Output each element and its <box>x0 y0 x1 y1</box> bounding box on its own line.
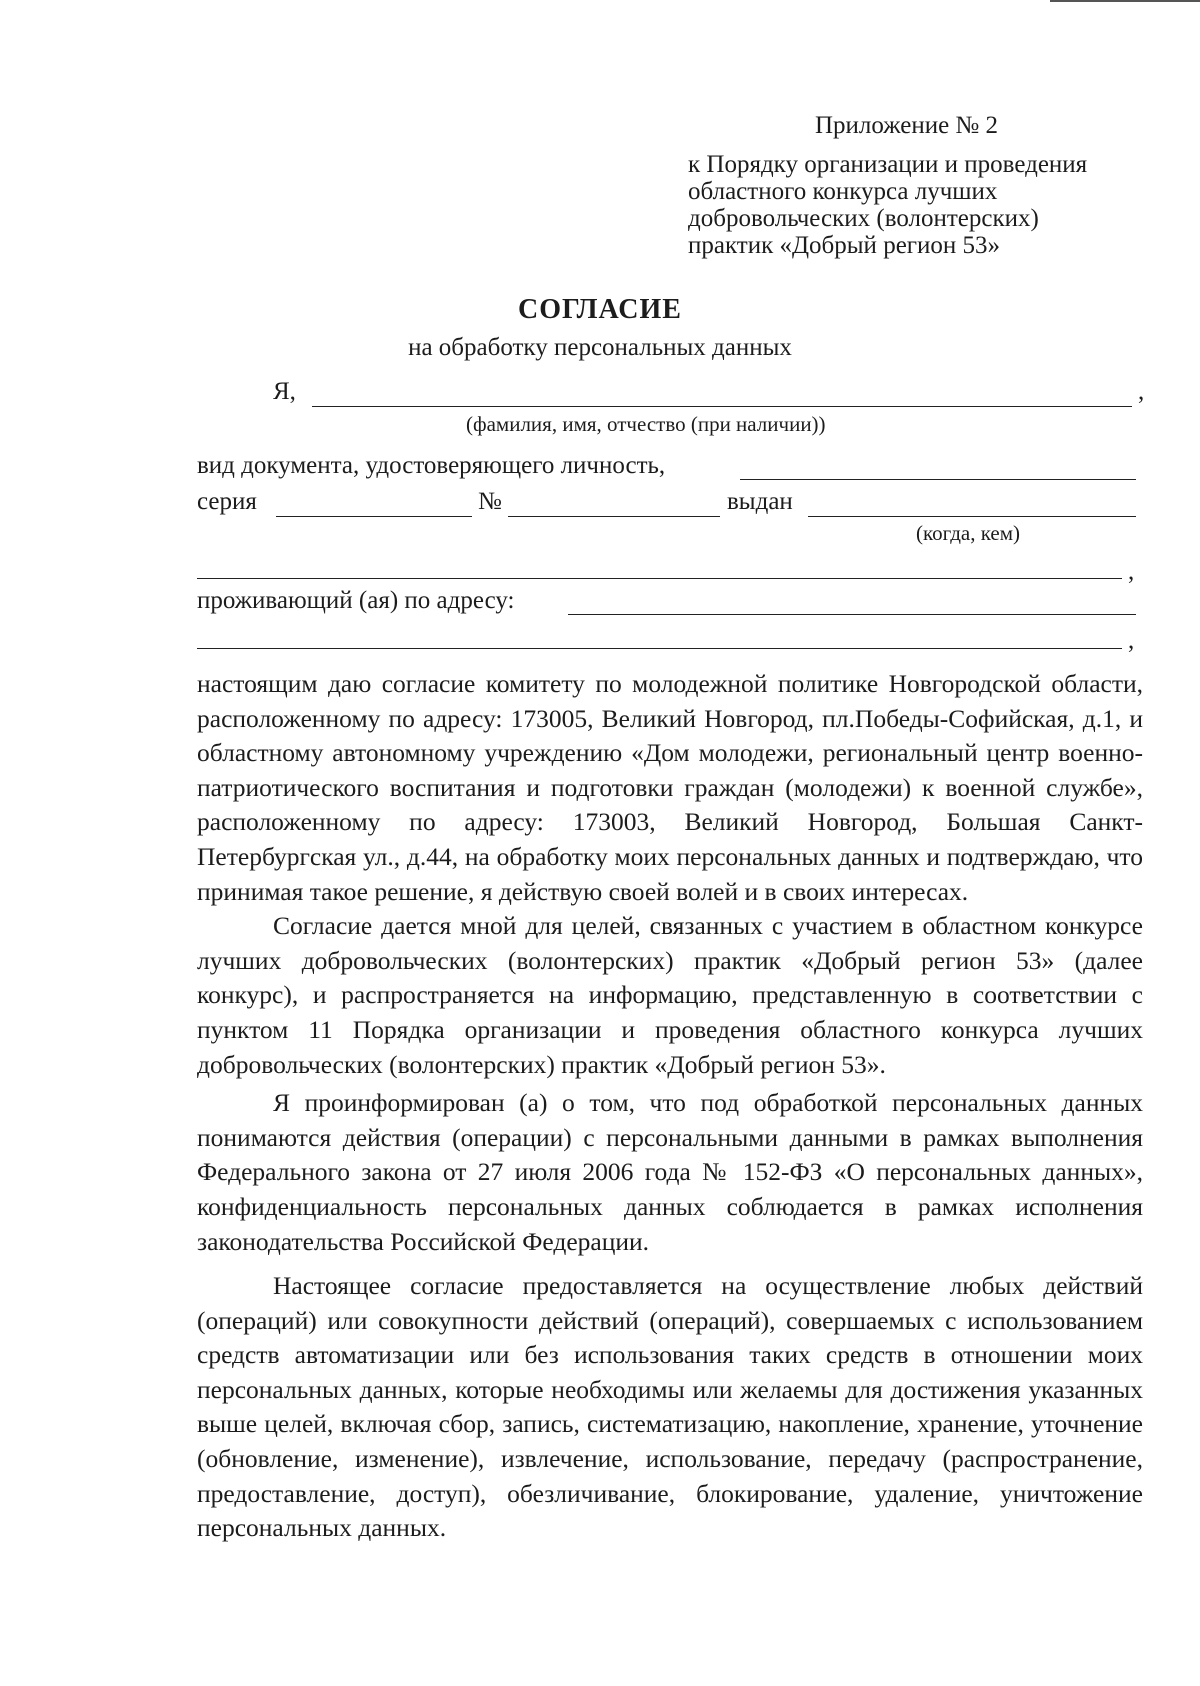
series-underline <box>276 516 472 517</box>
issued-extra-row <box>0 556 1200 588</box>
address-label: проживающий (ая) по адресу: <box>197 587 515 614</box>
series-label: серия <box>197 488 257 515</box>
consent-paragraph: Согласие дается мной для целей, связанных с участием в областном конкурсе лучших добровольческих (волонтерских) практик «Добрый регион 53» (далее конкурс), и распространяется на информацию, представленную в соответствии с пунктом 11 Порядка организации и проведения областного конкурса лучших добровольческих (волонтерских) практик «Добрый регион 53». <box>197 911 1143 1079</box>
doc-type-row <box>0 450 1200 482</box>
issued-label: выдан <box>727 488 793 515</box>
appendix-header <box>688 112 1148 259</box>
name-label: Я, <box>273 378 296 405</box>
doc-type-label: вид документа, удостоверяющего личность, <box>197 452 666 479</box>
name-hint: (фамилия, имя, отчество (при наличии)) <box>466 412 826 436</box>
name-comma: , <box>1138 378 1145 405</box>
name-row <box>0 376 1200 408</box>
issued-underline <box>808 516 1136 517</box>
issued-hint: (когда, кем) <box>916 521 1020 545</box>
number-underline <box>508 516 720 517</box>
consent-body <box>197 667 1143 1546</box>
consent-paragraph: Я проинформирован (а) о том, что под обработкой персональных данных понимаются действия (операции) с персональными данными в рамках выполнения Федерального закона от 27 июля 2006 года № 152-ФЗ «О персональных данных», конфиденциальность персональных данных соблюдается в рамках исполнения законодательства Российской Федерации. <box>197 1088 1143 1256</box>
consent-paragraph: Настоящее согласие предоставляется на осуществление любых действий (операций) или совокупности действий (операций), совершаемых с использованием средств автоматизации или без использования таких средств в отношении моих персональных данных, которые необходимы или желаемы для достижения указанных выше целей, включая сбор, запись, систематизацию, накопление, хранение, уточнение (обновление, изменение), извлечение, использование, передачу (распространение, предоставление, доступ), обезличивание, блокирование, удаление, уничтожение персональных данных. <box>197 1271 1143 1543</box>
scan-edge-line <box>1050 0 1200 2</box>
document-subtitle: на обработку персональных данных <box>408 334 792 361</box>
address-extra-comma: , <box>1128 627 1135 654</box>
address-row <box>0 585 1200 617</box>
appendix-reference-line: к Порядку организации и проведения <box>688 151 1088 178</box>
appendix-reference-line: областного конкурса лучших <box>688 178 998 205</box>
issued-extra-underline <box>197 578 1122 579</box>
number-label: № <box>478 488 502 515</box>
consent-paragraph: настоящим даю согласие комитету по молодежной политике Новгородской области, расположенному по адресу: 173005, Великий Новгород, пл.Победы-Софийская, д.1, и областному автономному учреждению «Дом молодежи, региональный центр военно-патриотического воспитания и подготовки граждан (молодежи) к военной службе», расположенному по адресу: 173003, Великий Новгород, Большая Санкт-Петербургская ул., д.44, на обработку моих персональных данных и подтверждаю, что принимая такое решение, я действую своей волей и в своих интересах. <box>197 669 1143 906</box>
appendix-reference-line: добровольческих (волонтерских) <box>688 205 1039 232</box>
issued-extra-comma: , <box>1128 558 1135 585</box>
name-underline <box>312 406 1132 407</box>
doc-type-underline <box>740 479 1136 480</box>
series-row <box>0 486 1200 518</box>
address-underline <box>568 614 1136 615</box>
address-extra-underline <box>197 648 1122 649</box>
address-extra-row <box>0 625 1200 657</box>
appendix-reference-line: практик «Добрый регион 53» <box>688 232 1001 259</box>
document-title: СОГЛАСИЕ <box>518 294 682 325</box>
appendix-title: Приложение № 2 <box>815 112 999 139</box>
